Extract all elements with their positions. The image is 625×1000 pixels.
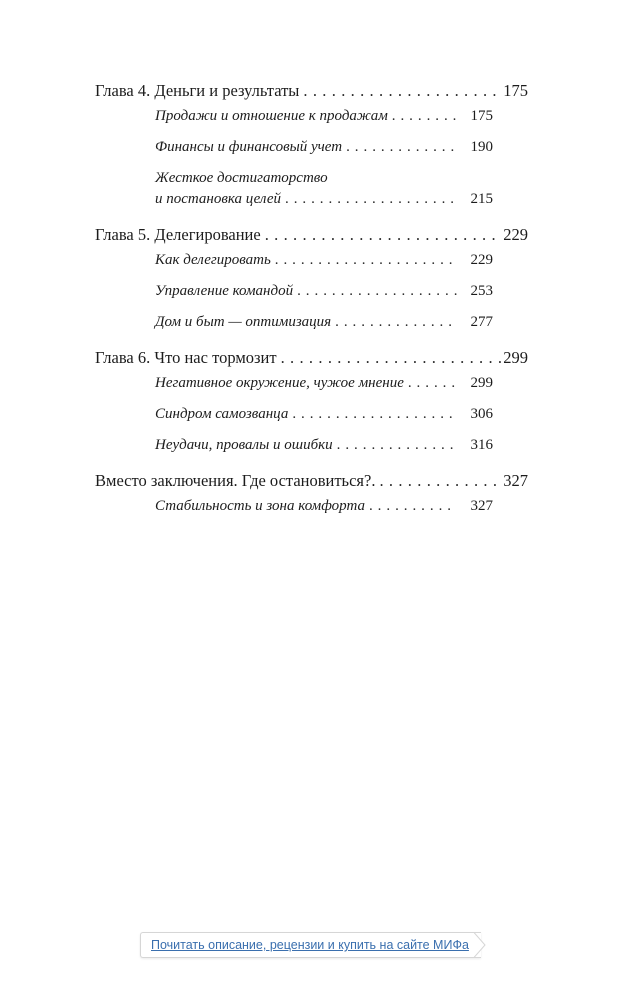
section-entry [155, 250, 493, 271]
chapter-5 [95, 224, 528, 333]
chapter-heading [95, 80, 528, 102]
section-page-number: 306 [470, 406, 493, 422]
dot-leader [337, 435, 457, 456]
section-title: Негативное окружение, чужое мнение [155, 375, 404, 391]
dot-leader [369, 496, 457, 517]
dot-leader [408, 373, 457, 394]
chapter-heading [95, 347, 528, 369]
section-page-number: 277 [470, 314, 493, 330]
section-page-number: 253 [470, 283, 493, 299]
dot-leader [379, 470, 501, 492]
dot-leader [265, 224, 502, 246]
section-page-number: 190 [470, 139, 493, 155]
chapter-title: Глава 4. Деньги и результаты [95, 81, 300, 100]
section-page-number: 175 [470, 108, 493, 124]
chapter-heading [95, 470, 528, 492]
table-of-contents [95, 80, 528, 531]
chapter-heading [95, 224, 528, 246]
section-title: Неудачи, провалы и ошибки [155, 437, 333, 453]
chapter-title: Вместо заключения. Где остановиться?. [95, 471, 376, 490]
section-title: Управление командой [155, 283, 294, 299]
chapter-page-number: 175 [503, 81, 528, 100]
section-page-number: 229 [470, 252, 493, 268]
dot-leader [281, 347, 502, 369]
dot-leader [346, 137, 457, 158]
section-page-number: 299 [470, 375, 493, 391]
chapter-6 [95, 347, 528, 456]
section-title: Продажи и отношение к продажам [155, 108, 388, 124]
section-title: Финансы и финансовый учет [155, 139, 343, 155]
publisher-site-link[interactable]: Почитать описание, рецензии и купить на сайте МИФа [140, 932, 481, 958]
section-title: Стабильность и зона комфорта [155, 498, 365, 514]
chapter-page-number: 327 [503, 471, 528, 490]
section-entry [155, 496, 493, 517]
section-entry [155, 137, 493, 158]
section-entry [155, 404, 493, 425]
chapter-page-number: 299 [503, 348, 528, 367]
dot-leader [303, 80, 501, 102]
section-title: Синдром самозванца [155, 406, 289, 422]
dot-leader [275, 250, 457, 271]
section-entry [155, 312, 493, 333]
section-entry [155, 373, 493, 394]
section-title-line2: и постановка целей [155, 191, 281, 207]
section-title-line1: Жесткое достигаторство [155, 170, 328, 186]
link-arrow-tab[interactable] [472, 932, 486, 958]
dot-leader [392, 106, 457, 127]
chapter-4 [95, 80, 528, 210]
section-entry [155, 435, 493, 456]
section-page-number: 215 [470, 191, 493, 207]
chapter-title: Глава 5. Делегирование [95, 225, 261, 244]
dot-leader [292, 404, 457, 425]
section-entry [155, 106, 493, 127]
section-title: Дом и быт — оптимизация [155, 314, 332, 330]
section-entry [155, 281, 493, 302]
chapter-title: Глава 6. Что нас тормозит [95, 348, 277, 367]
dot-leader [285, 189, 457, 210]
dot-leader [297, 281, 457, 302]
section-title: Как делегировать [155, 252, 271, 268]
chapter-page-number: 229 [503, 225, 528, 244]
section-page-number: 327 [470, 498, 493, 514]
chapter-conclusion [95, 470, 528, 517]
dot-leader [335, 312, 457, 333]
section-page-number: 316 [470, 437, 493, 453]
section-entry-multiline [155, 168, 493, 210]
chevron-right-icon [472, 932, 486, 958]
